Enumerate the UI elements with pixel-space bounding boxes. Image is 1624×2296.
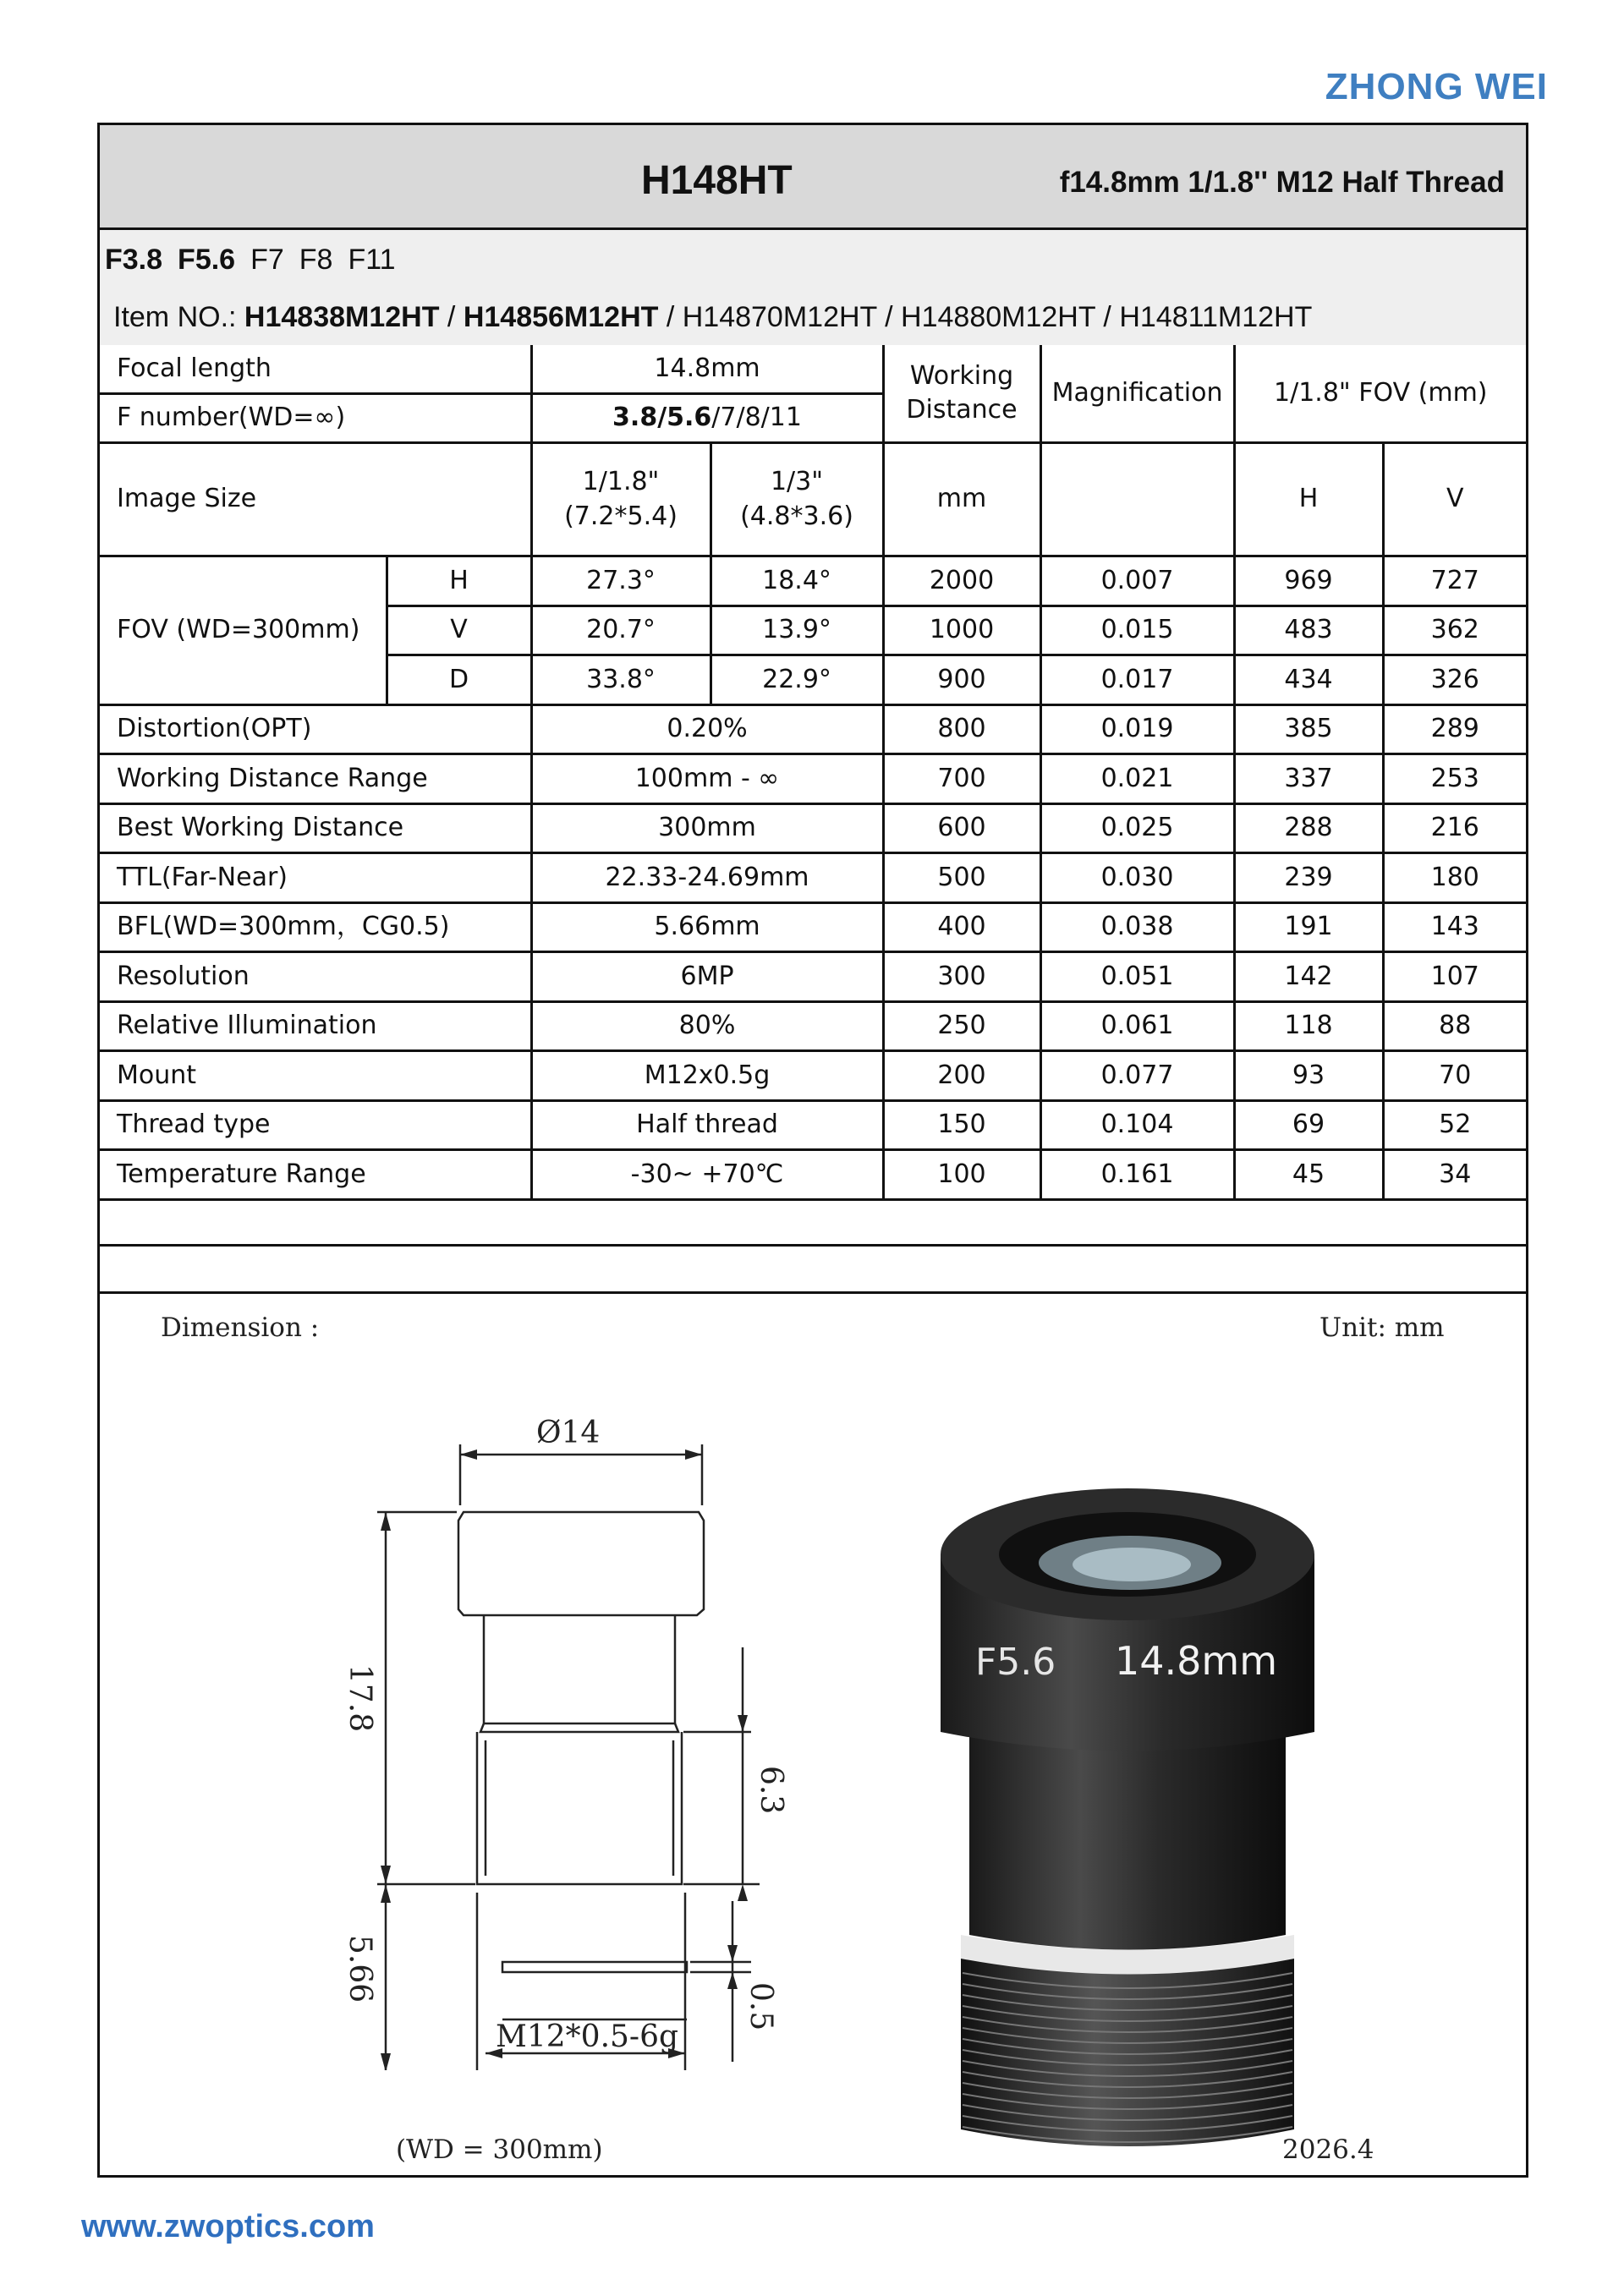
lens-head-outline	[458, 1512, 704, 1615]
magnification-value: 0.104	[1040, 1100, 1234, 1150]
magnification-value: 0.007	[1040, 556, 1234, 606]
fov-v-value: 362	[1383, 606, 1526, 655]
fov-value: 33.8°	[531, 655, 710, 705]
magnification-value: 0.038	[1040, 902, 1234, 952]
spec-label: Thread type	[100, 1100, 531, 1150]
item-number-list: Item NO.: H14838M12HT / H14856M12HT / H14870M12HT / H14880M12HT / H14811M12HT	[113, 301, 1313, 333]
total-length-label: 17.8	[343, 1664, 377, 1733]
spec-value: -30~ +70℃	[531, 1150, 883, 1200]
fov-h-value: 191	[1234, 902, 1383, 952]
spec-value: 0.20%	[531, 704, 883, 754]
fnumber-option: F7	[250, 244, 284, 276]
magnification-value: 0.061	[1040, 1001, 1234, 1051]
magnification-header: Magnification	[1040, 345, 1234, 443]
fov-value: 13.9°	[710, 606, 883, 655]
lens-body	[969, 1732, 1286, 1950]
lens-focal-marking: 14.8mm	[1115, 1638, 1278, 1684]
fov-v-value: 326	[1383, 655, 1526, 705]
sensor-size: 1/1.8" (7.2*5.4)	[531, 443, 710, 556]
fov-v-value: 88	[1383, 1001, 1526, 1051]
wd-value: 400	[883, 902, 1040, 952]
table-row	[100, 345, 1526, 393]
wd-value: 1000	[883, 606, 1040, 655]
fov-axis: V	[387, 606, 531, 655]
datasheet-frame	[97, 123, 1528, 2178]
spec-label: Working Distance Range	[100, 754, 531, 804]
brand-name: ZHONG WEI	[1325, 66, 1548, 107]
spec-label: Image Size	[100, 443, 531, 556]
thread-spec-label: M12*0.5-6g	[496, 2019, 679, 2054]
fov-value: 22.9°	[710, 655, 883, 705]
table-row	[100, 952, 1526, 1002]
fov-v-value: 289	[1383, 704, 1526, 754]
spec-value: M12x0.5g	[531, 1051, 883, 1101]
thread-length-label: 6.3	[754, 1766, 788, 1815]
fov-h-value: 434	[1234, 655, 1383, 705]
unit-label: Unit: mm	[1320, 1312, 1445, 1343]
spec-value: 14.8mm	[531, 345, 883, 393]
spec-label: F number(WD=∞)	[100, 393, 531, 443]
fnumber-option: F3.8	[105, 244, 163, 276]
fov-axis: D	[387, 655, 531, 705]
fov-h-value: 93	[1234, 1051, 1383, 1101]
spec-table	[100, 345, 1526, 1201]
magnification-value: 0.021	[1040, 754, 1234, 804]
fov-value: 27.3°	[531, 556, 710, 606]
param-rows	[100, 704, 1526, 1199]
fov-v-value: 253	[1383, 754, 1526, 804]
table-row	[100, 556, 1526, 606]
wd-value: 500	[883, 853, 1040, 903]
spec-label: Best Working Distance	[100, 803, 531, 853]
dimension-label: Dimension :	[161, 1312, 320, 1343]
table-row	[100, 754, 1526, 804]
magnification-value: 0.025	[1040, 803, 1234, 853]
model-subtitle: f14.8mm 1/1.8'' M12 Half Thread	[1059, 166, 1505, 199]
spacer-row	[100, 1244, 1526, 1294]
fnumber-option: F8	[299, 244, 333, 276]
wd-value: 900	[883, 655, 1040, 705]
fov-h-header: H	[1234, 443, 1383, 556]
fov-h-value: 969	[1234, 556, 1383, 606]
magnification-value: 0.051	[1040, 952, 1234, 1002]
magnification-value: 0.017	[1040, 655, 1234, 705]
variant-bar	[100, 230, 1526, 345]
wd-value: 300	[883, 952, 1040, 1002]
spec-label: Focal length	[100, 345, 531, 393]
wd-value: 250	[883, 1001, 1040, 1051]
wd-note: (WD = 300mm)	[396, 2134, 603, 2165]
lens-neck-outline	[484, 1615, 675, 1723]
fov-v-value: 34	[1383, 1150, 1526, 1200]
spec-value: 22.33-24.69mm	[531, 853, 883, 903]
fov-v-value: 727	[1383, 556, 1526, 606]
fov-v-value: 70	[1383, 1051, 1526, 1101]
table-row	[100, 1001, 1526, 1051]
lens-fnumber-marking: F5.6	[975, 1641, 1056, 1684]
fnumber-option: F11	[348, 244, 396, 276]
table-row	[100, 443, 1526, 556]
fov-h-value: 69	[1234, 1100, 1383, 1150]
fov-v-header: V	[1383, 443, 1526, 556]
wd-value: 700	[883, 754, 1040, 804]
table-row	[100, 704, 1526, 754]
website-url: www.zwoptics.com	[81, 2209, 375, 2244]
fov-axis: H	[387, 556, 531, 606]
table-row	[100, 1051, 1526, 1101]
fov-h-value: 337	[1234, 754, 1383, 804]
lens-barrel-outline	[477, 1732, 682, 1884]
fov-h-value: 142	[1234, 952, 1383, 1002]
title-bar	[100, 125, 1526, 230]
fov-h-value: 239	[1234, 853, 1383, 903]
glass-thickness-label: 0.5	[743, 1982, 778, 2031]
item-number: H14880M12HT	[901, 301, 1095, 333]
wd-header: Working Distance	[883, 345, 1040, 443]
fov-v-value: 107	[1383, 952, 1526, 1002]
spec-label: Temperature Range	[100, 1150, 531, 1200]
spec-label: Mount	[100, 1051, 531, 1101]
item-number: H14856M12HT	[463, 301, 659, 333]
fov-h-value: 45	[1234, 1150, 1383, 1200]
fnumber-list	[105, 244, 411, 277]
wd-value: 150	[883, 1100, 1040, 1150]
table-row	[100, 902, 1526, 952]
table-row	[100, 1150, 1526, 1200]
item-number: H14870M12HT	[682, 301, 877, 333]
wd-value: 100	[883, 1150, 1040, 1200]
item-number: H14838M12HT	[244, 301, 440, 333]
spec-value: 6MP	[531, 952, 883, 1002]
wd-unit: mm	[883, 443, 1040, 556]
magnification-value: 0.077	[1040, 1051, 1234, 1101]
spec-label: Resolution	[100, 952, 531, 1002]
table-row	[100, 803, 1526, 853]
magnification-value: 0.030	[1040, 853, 1234, 903]
model-number: H148HT	[641, 158, 793, 203]
fov-v-value: 180	[1383, 853, 1526, 903]
wd-value: 600	[883, 803, 1040, 853]
magnification-value: 0.015	[1040, 606, 1234, 655]
fov-value: 18.4°	[710, 556, 883, 606]
spec-label: Relative Illumination	[100, 1001, 531, 1051]
spec-value: 100mm - ∞	[531, 754, 883, 804]
spec-value: Half thread	[531, 1100, 883, 1150]
spec-value: 5.66mm	[531, 902, 883, 952]
magnification-unit	[1040, 443, 1234, 556]
spec-value: 3.8/5.6/7/8/11	[531, 393, 883, 443]
spec-label: Distortion(OPT)	[100, 704, 531, 754]
fov-h-value: 483	[1234, 606, 1383, 655]
table-row	[100, 853, 1526, 903]
fov-v-value: 143	[1383, 902, 1526, 952]
spec-label: BFL(WD=300mm，CG0.5)	[100, 902, 531, 952]
diameter-label: Ø14	[536, 1416, 601, 1450]
fov-h-value: 118	[1234, 1001, 1383, 1051]
spec-value: 80%	[531, 1001, 883, 1051]
cover-glass	[502, 1962, 687, 1972]
fov-mm-header: 1/1.8" FOV (mm)	[1234, 345, 1526, 443]
item-no-label: Item NO.:	[113, 301, 237, 333]
wd-value: 2000	[883, 556, 1040, 606]
fov-h-value: 288	[1234, 803, 1383, 853]
magnification-value: 0.019	[1040, 704, 1234, 754]
spec-label: FOV (WD=300mm)	[100, 556, 387, 705]
revision-date: 2026.4	[1282, 2134, 1374, 2165]
dimension-drawing	[269, 1394, 810, 2070]
fov-rows	[100, 556, 1526, 705]
fov-v-value: 52	[1383, 1100, 1526, 1150]
wd-value: 200	[883, 1051, 1040, 1101]
fov-h-value: 385	[1234, 704, 1383, 754]
fnumber-option: F5.6	[178, 244, 236, 276]
magnification-value: 0.161	[1040, 1150, 1234, 1200]
sensor-size: 1/3" (4.8*3.6)	[710, 443, 883, 556]
fov-v-value: 216	[1383, 803, 1526, 853]
spec-label: TTL(Far-Near)	[100, 853, 531, 903]
item-number: H14811M12HT	[1119, 301, 1313, 333]
table-row	[100, 1100, 1526, 1150]
fov-value: 20.7°	[531, 606, 710, 655]
wd-value: 800	[883, 704, 1040, 754]
lens-product-image	[937, 1478, 1326, 2155]
spec-value: 300mm	[531, 803, 883, 853]
bfl-label: 5.66	[343, 1935, 377, 2003]
